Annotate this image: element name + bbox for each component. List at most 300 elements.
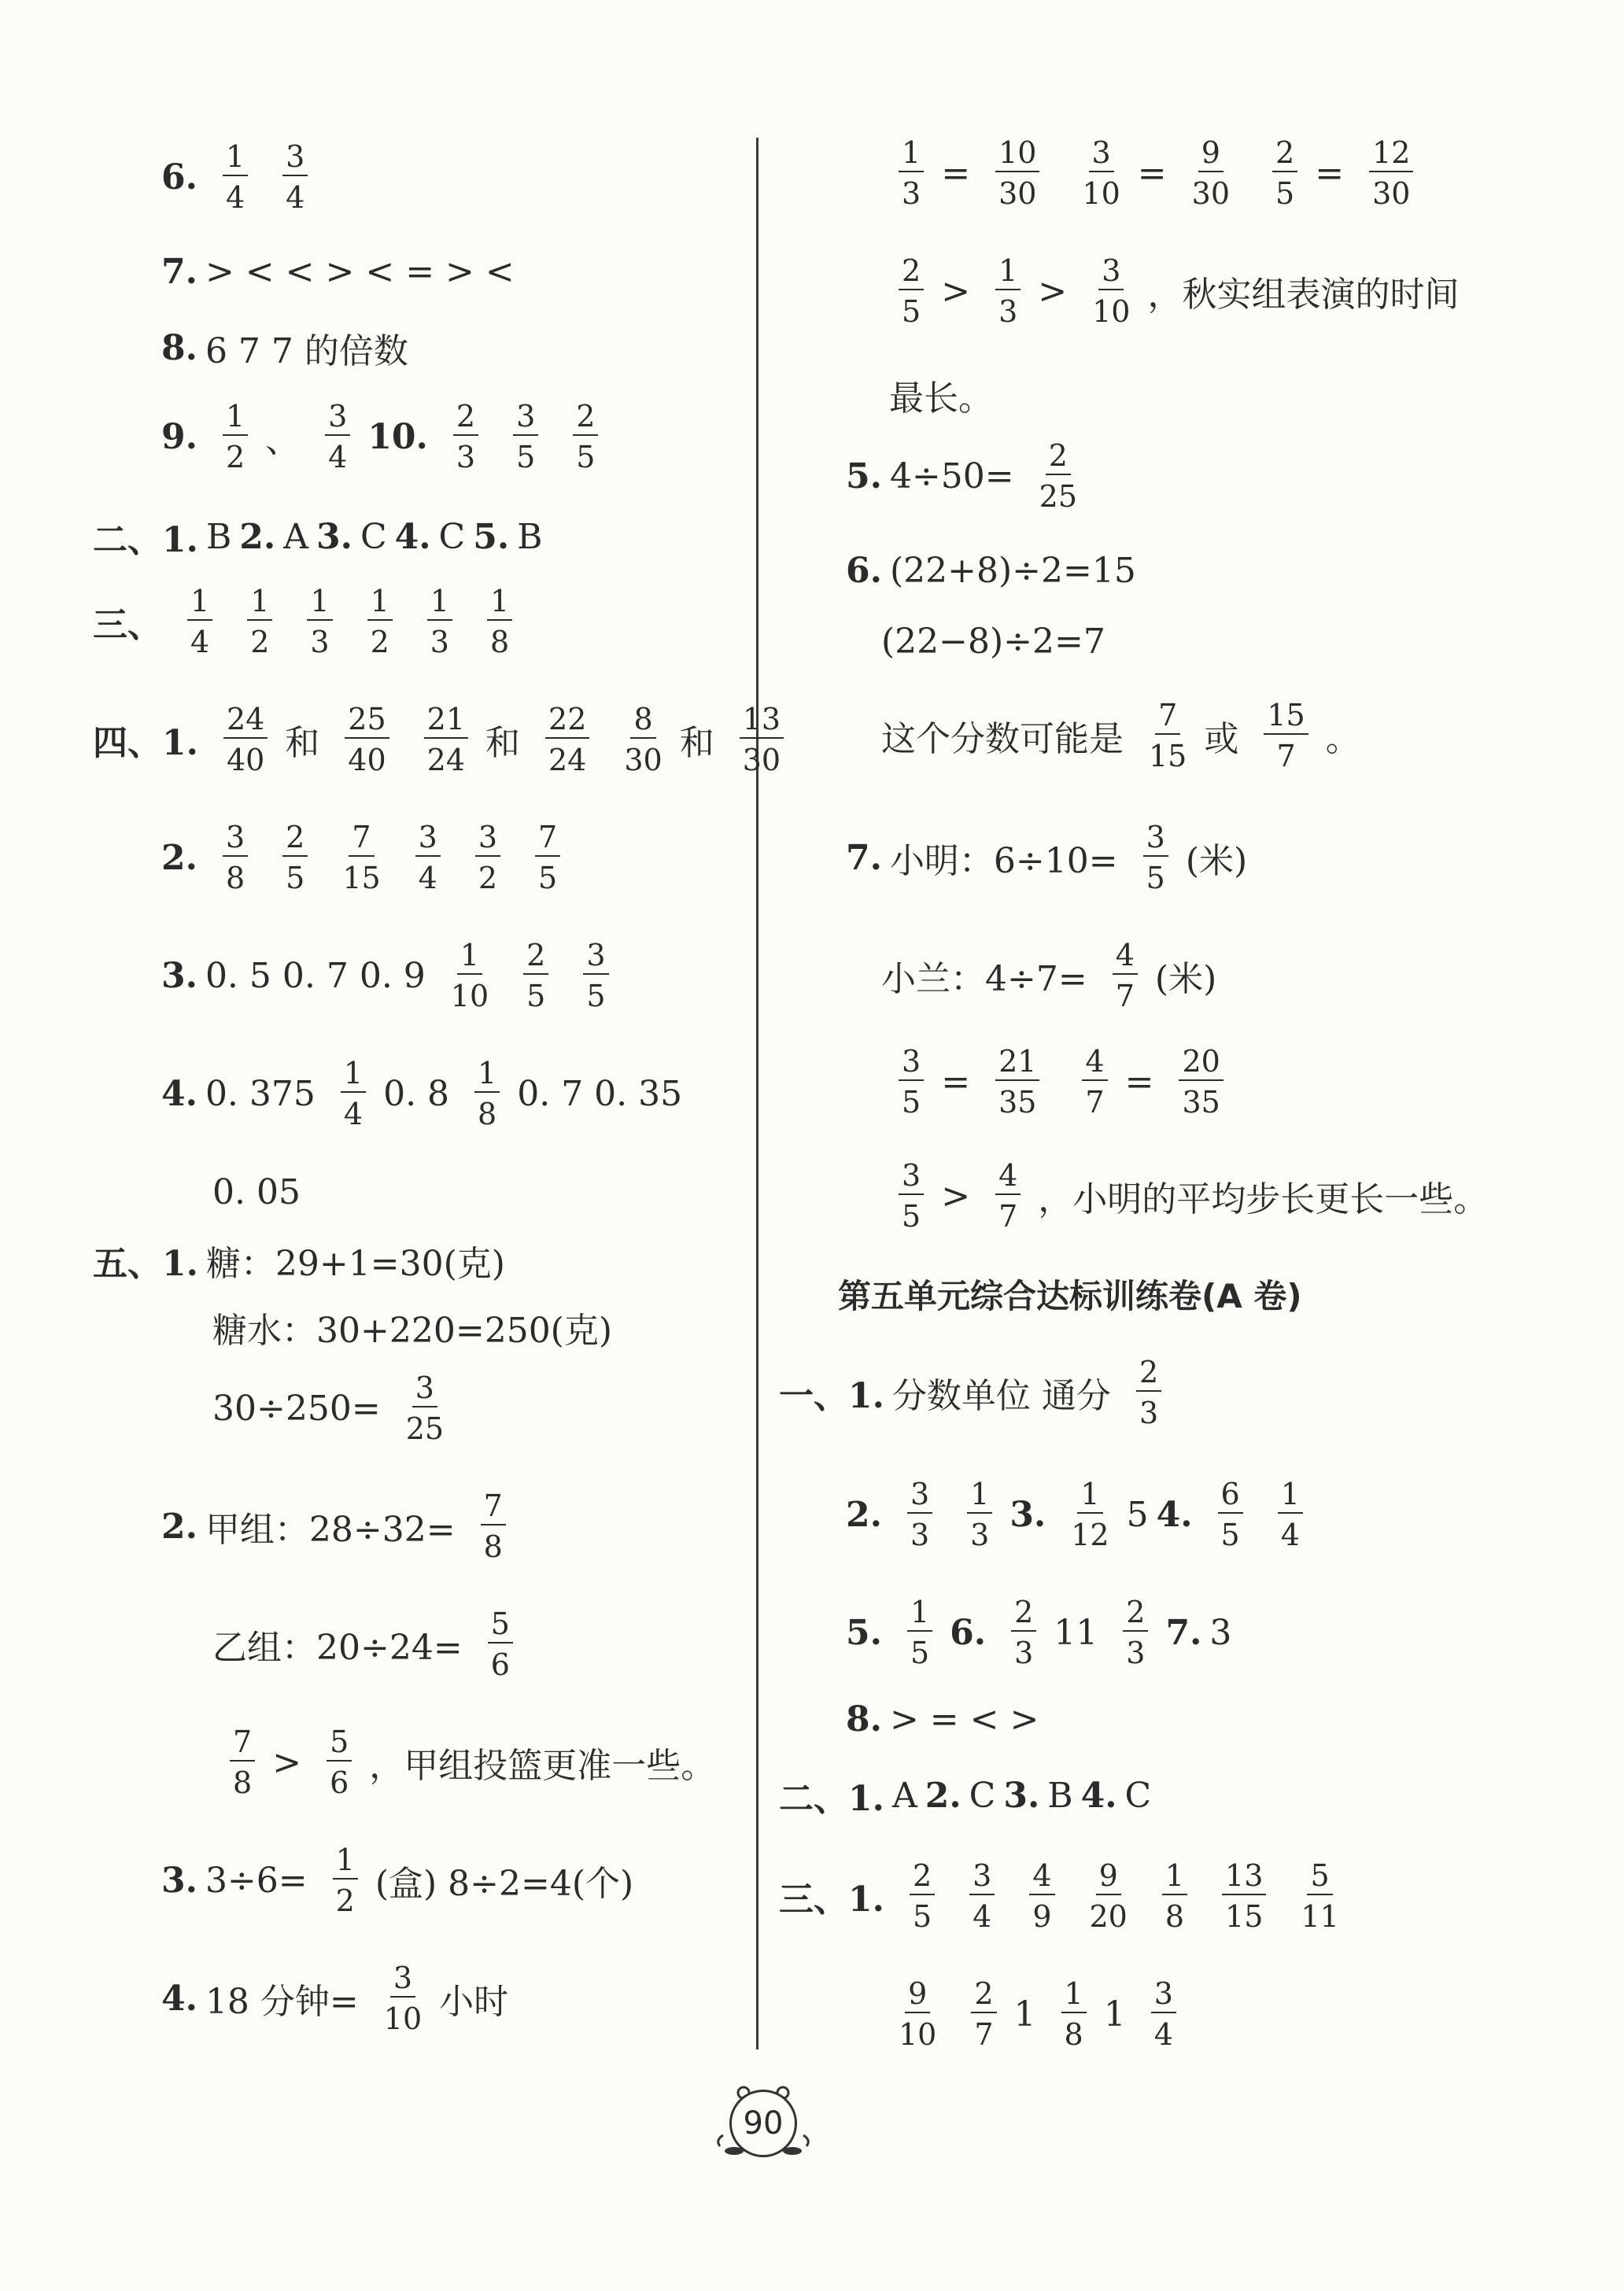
fraction (341, 1058, 366, 1129)
fraction (995, 135, 1039, 211)
fraction (223, 401, 248, 472)
denominator: 3 (456, 440, 476, 474)
fraction (1123, 1597, 1148, 1668)
text: 18 分钟= (205, 1982, 359, 2022)
denominator: 8 (483, 1529, 503, 1564)
denominator: 9 (1032, 1899, 1052, 1934)
question-number: 2. (925, 1775, 961, 1816)
fraction (1061, 1976, 1087, 2052)
denominator: 8 (233, 1765, 253, 1800)
numerator: 2 (573, 401, 598, 436)
text: = (1315, 153, 1345, 194)
text: 6 7 7 的倍数 (205, 331, 408, 371)
fraction (971, 1976, 996, 2052)
denominator: 20 (1089, 1899, 1128, 1934)
text: > (272, 1742, 302, 1783)
question-number: 3. (161, 1860, 197, 1901)
fraction (910, 1858, 935, 1934)
fraction (474, 1058, 500, 1129)
numerator: 1 (474, 1058, 500, 1093)
denominator: 8 (1064, 2017, 1083, 2052)
question-number: 四、1. (93, 723, 198, 763)
numerator: 4 (995, 1160, 1021, 1195)
text: = (1137, 153, 1167, 194)
text: (米) (1154, 959, 1217, 999)
numerator: 6 (1218, 1479, 1243, 1514)
denominator: 2 (478, 861, 498, 895)
fraction (1179, 1044, 1223, 1120)
denominator: 4 (286, 180, 305, 215)
numerator: 8 (630, 704, 655, 739)
q8-line (161, 323, 416, 373)
numerator: 1 (187, 586, 212, 621)
page-number-badge (712, 2085, 814, 2156)
section4-q4-cont (212, 1172, 308, 1212)
question-number: 4. (1080, 1775, 1117, 1816)
numerator: 3 (1151, 1979, 1176, 2013)
denominator: 30 (624, 743, 663, 777)
denominator: 5 (902, 294, 921, 329)
numerator: 4 (1113, 940, 1138, 975)
and-word: 和 (485, 723, 521, 763)
unit-test-title: 第五单元综合达标训练卷(A 卷) (838, 1277, 1302, 1315)
numerator: 1 (1162, 1861, 1187, 1895)
fraction (1218, 1479, 1243, 1550)
question-number: 6. (846, 551, 882, 591)
text: 5 (1126, 1494, 1149, 1535)
question-number: 5. (846, 1612, 882, 1653)
question-number: 4. (394, 516, 431, 557)
fraction (1071, 1479, 1109, 1550)
denominator: 11 (1301, 1899, 1339, 1934)
question-number: 2. (239, 516, 276, 557)
denominator: 15 (342, 861, 381, 895)
text: ，甲组投篮更准一些。 (369, 1746, 716, 1786)
numerator: 1 (307, 586, 332, 621)
section4-q1 (93, 704, 801, 775)
numerator: 9 (1096, 1861, 1121, 1895)
fraction (1089, 1858, 1128, 1934)
test-s3-l1 (779, 1858, 1356, 1934)
numerator: 3 (1098, 256, 1124, 290)
right-q7-l4 (881, 1158, 1496, 1234)
fraction (1136, 1357, 1161, 1428)
test-s1-q2 (846, 1479, 1320, 1550)
fraction (1143, 822, 1168, 893)
fraction (1113, 940, 1138, 1011)
question-number: 三、 (93, 605, 162, 645)
fraction (740, 704, 784, 775)
fraction (995, 1044, 1039, 1120)
text: C (438, 516, 466, 557)
question-number: 4. (161, 1073, 197, 1114)
numerator: 21 (995, 1046, 1039, 1081)
denominator: 2 (370, 625, 389, 659)
numerator: 2 (1123, 1597, 1148, 1632)
text: 0. 7 0. 35 (517, 1073, 683, 1114)
denominator: 40 (348, 743, 386, 777)
fraction (481, 1491, 506, 1562)
denominator: 4 (343, 1097, 364, 1131)
denominator: 5 (538, 861, 558, 895)
numerator: 5 (327, 1727, 352, 1762)
test-s1-q5 (846, 1597, 1239, 1668)
numerator: 1 (427, 586, 452, 621)
section4-q2 (161, 822, 578, 893)
denominator: 15 (1225, 1899, 1264, 1934)
question-number: 三、1. (779, 1880, 884, 1920)
denominator: 5 (1220, 1518, 1240, 1552)
numerator: 3 (390, 1963, 415, 1998)
text: 1 (1103, 1994, 1126, 2035)
fraction (223, 139, 248, 215)
question-number: 4. (1156, 1494, 1193, 1535)
numerator: 2 (1136, 1357, 1161, 1392)
denominator: 7 (998, 1199, 1018, 1234)
fraction (1272, 135, 1297, 211)
numerator: 1 (899, 138, 924, 172)
text: > = < > (889, 1699, 1039, 1739)
fraction (230, 1727, 255, 1798)
fraction (1029, 1858, 1054, 1934)
numerator: 24 (223, 704, 268, 739)
numerator: 1 (907, 1597, 932, 1632)
denominator: 35 (998, 1085, 1037, 1120)
fraction (451, 940, 489, 1011)
question-number: 2. (846, 1494, 882, 1535)
test-s3-l2 (881, 1976, 1194, 2052)
denominator: 4 (225, 180, 245, 215)
right-conclusion (889, 370, 1001, 420)
text: 4÷50= (889, 456, 1014, 496)
denominator: 3 (902, 176, 921, 211)
section2-line (93, 511, 551, 562)
numerator: 10 (995, 138, 1039, 172)
fraction (899, 1976, 937, 2052)
denominator: 3 (970, 1518, 990, 1552)
fraction (345, 704, 389, 775)
question-number: 一、1. (779, 1376, 884, 1416)
question-number: 8. (161, 327, 197, 368)
numerator: 3 (1089, 138, 1114, 172)
denominator: 8 (1164, 1899, 1185, 1934)
numerator: 3 (412, 1373, 437, 1407)
numerator: 7 (481, 1491, 506, 1525)
fraction (1151, 1976, 1176, 2052)
denominator: 5 (912, 1899, 932, 1934)
page-number: 90 (729, 2090, 797, 2157)
numerator: 3 (1143, 822, 1168, 857)
numerator: 3 (969, 1861, 995, 1895)
numerator: 1 (995, 256, 1021, 290)
fraction (367, 586, 393, 657)
numerator: 9 (1198, 138, 1224, 172)
fraction (1264, 700, 1308, 771)
question-number: 3. (1009, 1494, 1046, 1535)
question-number: 二、1. (779, 1779, 884, 1819)
numerator: 2 (1011, 1597, 1036, 1632)
text: ，小明的平均步长更长一些。 (1038, 1179, 1489, 1219)
denominator: 7 (1115, 979, 1135, 1013)
denominator: 4 (973, 1899, 992, 1934)
numerator: 1 (223, 142, 248, 176)
fraction (307, 586, 332, 657)
section5-q2-l1 (161, 1491, 523, 1562)
denominator: 4 (1153, 2017, 1173, 2052)
section4-q3 (161, 940, 626, 1011)
text: B (205, 516, 232, 557)
numerator: 2 (282, 822, 308, 857)
numerator: 1 (967, 1479, 992, 1514)
fraction (282, 822, 308, 893)
denominator: 10 (383, 2001, 423, 2036)
denominator: 30 (998, 176, 1037, 211)
numerator: 2 (523, 940, 548, 975)
text: 3 (1209, 1612, 1232, 1653)
denominator: 5 (910, 1636, 930, 1670)
fraction (427, 586, 452, 657)
fraction (488, 1609, 513, 1680)
numerator: 3 (415, 822, 441, 857)
q6-line (161, 139, 325, 215)
denominator: 5 (516, 440, 536, 474)
text: C (360, 516, 387, 557)
text: B (517, 516, 543, 557)
separator: 、 (265, 420, 301, 460)
q7-line (161, 252, 522, 292)
text: 0. 375 (205, 1073, 316, 1114)
fraction (424, 704, 468, 775)
and-word: 和 (285, 723, 320, 763)
text: 小明：6÷10= (889, 841, 1118, 881)
fraction (995, 1158, 1021, 1234)
fraction (899, 253, 924, 329)
right-q5 (846, 438, 1094, 514)
numerator: 1 (457, 940, 482, 975)
text: C (969, 1775, 996, 1816)
denominator: 5 (902, 1199, 921, 1234)
denominator: 3 (1014, 1636, 1034, 1670)
question-number: 2. (161, 837, 197, 878)
text: 糖：29+1=30(克) (205, 1244, 505, 1284)
numerator: 13 (740, 704, 784, 739)
text: ，秋实组表演的时间 (1147, 275, 1460, 315)
denominator: 40 (226, 743, 265, 777)
denominator: 10 (1092, 294, 1131, 329)
fraction (523, 940, 548, 1011)
text: 0. 8 (383, 1073, 450, 1114)
fraction (899, 1044, 924, 1120)
question-number: 6. (950, 1612, 987, 1653)
numerator: 1 (1077, 1479, 1102, 1514)
fraction (487, 586, 512, 657)
text: 最长。 (889, 378, 993, 419)
fraction (513, 401, 538, 472)
fraction (1082, 1044, 1107, 1120)
section3-line (93, 586, 530, 657)
fraction (1092, 253, 1131, 329)
denominator: 3 (1139, 1396, 1159, 1430)
text: 。 (1325, 719, 1360, 759)
numerator: 15 (1264, 700, 1308, 735)
fraction (1301, 1858, 1339, 1934)
numerator: 3 (899, 1160, 924, 1195)
numerator: 2 (1046, 441, 1071, 475)
numerator: 1 (1061, 1979, 1087, 2013)
fraction (1191, 135, 1231, 211)
denominator: 7 (1276, 739, 1296, 773)
denominator: 10 (899, 2017, 937, 2052)
denominator: 5 (576, 440, 596, 474)
fraction (406, 1373, 444, 1444)
denominator: 2 (335, 1883, 355, 1918)
fraction (1162, 1858, 1187, 1934)
fraction (187, 586, 212, 657)
right-equivalents (881, 135, 1438, 211)
right-q7-l3 (881, 1044, 1249, 1120)
numerator: 2 (899, 256, 924, 290)
text: (22+8)÷2=15 (889, 551, 1136, 591)
text: A (283, 516, 308, 557)
fraction (333, 1845, 358, 1916)
question-number: 8. (846, 1699, 882, 1739)
numerator: 7 (230, 1727, 255, 1762)
text: > (941, 1175, 971, 1216)
denominator: 3 (310, 625, 330, 659)
text: A (891, 1775, 917, 1816)
denominator: 3 (1126, 1636, 1146, 1670)
test-s1-q1 (779, 1357, 1179, 1428)
section5-q1-l1 (93, 1235, 513, 1286)
numerator: 3 (475, 822, 500, 857)
fraction (327, 1727, 352, 1798)
denominator: 8 (225, 861, 245, 895)
question-number: 5. (473, 516, 510, 557)
numerator: 20 (1179, 1046, 1223, 1081)
question-number: 3. (1003, 1775, 1040, 1816)
denominator: 30 (1372, 176, 1411, 211)
denominator: 5 (526, 979, 546, 1013)
denominator: 3 (998, 294, 1018, 329)
question-number: 6. (161, 157, 197, 197)
fraction (967, 1479, 992, 1550)
denominator: 5 (286, 861, 305, 895)
text: 甲组：28÷32= (205, 1510, 456, 1550)
question-number: 10. (367, 416, 428, 457)
text: C (1124, 1775, 1152, 1816)
denominator: 5 (902, 1085, 921, 1120)
question-number: 2. (161, 1506, 197, 1547)
numerator: 1 (247, 586, 272, 621)
denominator: 7 (974, 2017, 994, 2052)
fraction (1149, 700, 1187, 771)
numerator: 1 (341, 1058, 366, 1093)
right-q7-l1 (846, 822, 1255, 893)
fraction (535, 822, 560, 893)
and-word: 和 (679, 723, 714, 763)
right-q6-l1 (846, 551, 1144, 591)
numerator: 1 (223, 401, 248, 436)
text: 小时 (439, 1982, 509, 2022)
denominator: 3 (430, 625, 449, 659)
numerator: 13 (1222, 1861, 1266, 1895)
numerator: 2 (1272, 138, 1297, 172)
denominator: 4 (418, 861, 437, 895)
fraction (247, 586, 272, 657)
denominator: 25 (1039, 479, 1078, 514)
numerator: 4 (1082, 1046, 1107, 1081)
numerator: 4 (1029, 1861, 1054, 1895)
denominator: 2 (225, 440, 245, 474)
fraction (325, 401, 350, 472)
denominator: 24 (548, 743, 587, 777)
numerator: 5 (1307, 1861, 1332, 1895)
text: = (941, 1061, 971, 1102)
numerator: 1 (487, 586, 512, 621)
numerator: 25 (345, 704, 389, 739)
denominator: 4 (190, 625, 210, 659)
fraction (384, 1963, 422, 2034)
right-q7-l2 (881, 940, 1224, 1011)
numerator: 3 (325, 401, 350, 436)
question-number: 9. (161, 416, 197, 457)
section5-q2-l2 (212, 1609, 530, 1680)
test-s2 (779, 1770, 1159, 1821)
column-divider (756, 138, 758, 2049)
section5-q3 (161, 1845, 641, 1916)
fraction (545, 704, 589, 775)
right-q6-l2 (881, 622, 1113, 662)
denominator: 2 (250, 625, 270, 659)
question-number: 3. (316, 516, 352, 557)
fraction (1369, 135, 1413, 211)
numerator: 2 (453, 401, 478, 436)
text: > (1038, 271, 1068, 312)
text: 3÷6= (205, 1860, 308, 1901)
fraction (342, 822, 380, 893)
question-number: 二、1. (93, 520, 198, 560)
denominator: 4 (1280, 1518, 1300, 1552)
denominator: 35 (1182, 1085, 1220, 1120)
fraction (583, 940, 608, 1011)
denominator: 10 (1082, 176, 1120, 211)
denominator: 24 (426, 743, 466, 777)
fraction (1278, 1479, 1303, 1550)
denominator: 8 (478, 1097, 497, 1131)
fraction (415, 822, 441, 893)
section5-q1-l3 (212, 1373, 461, 1444)
numerator: 12 (1369, 138, 1413, 172)
fraction (1039, 438, 1078, 514)
fraction (907, 1479, 932, 1550)
section5-q2-l3 (212, 1727, 723, 1798)
numerator: 1 (367, 586, 393, 621)
text: (米) (1185, 841, 1248, 881)
text: (盒) 8÷2=4(个) (375, 1864, 634, 1904)
section5-q4 (161, 1963, 516, 2034)
text: = (1124, 1061, 1154, 1102)
test-s1-q8 (846, 1699, 1046, 1739)
denominator: 25 (405, 1411, 445, 1446)
question-number: 7. (1165, 1612, 1202, 1653)
fraction (1082, 135, 1120, 211)
fraction (907, 1597, 932, 1668)
fraction (1222, 1858, 1266, 1934)
fraction (1011, 1597, 1036, 1668)
numerator: 3 (282, 142, 308, 176)
denominator: 4 (328, 440, 348, 474)
denominator: 5 (1146, 861, 1165, 895)
